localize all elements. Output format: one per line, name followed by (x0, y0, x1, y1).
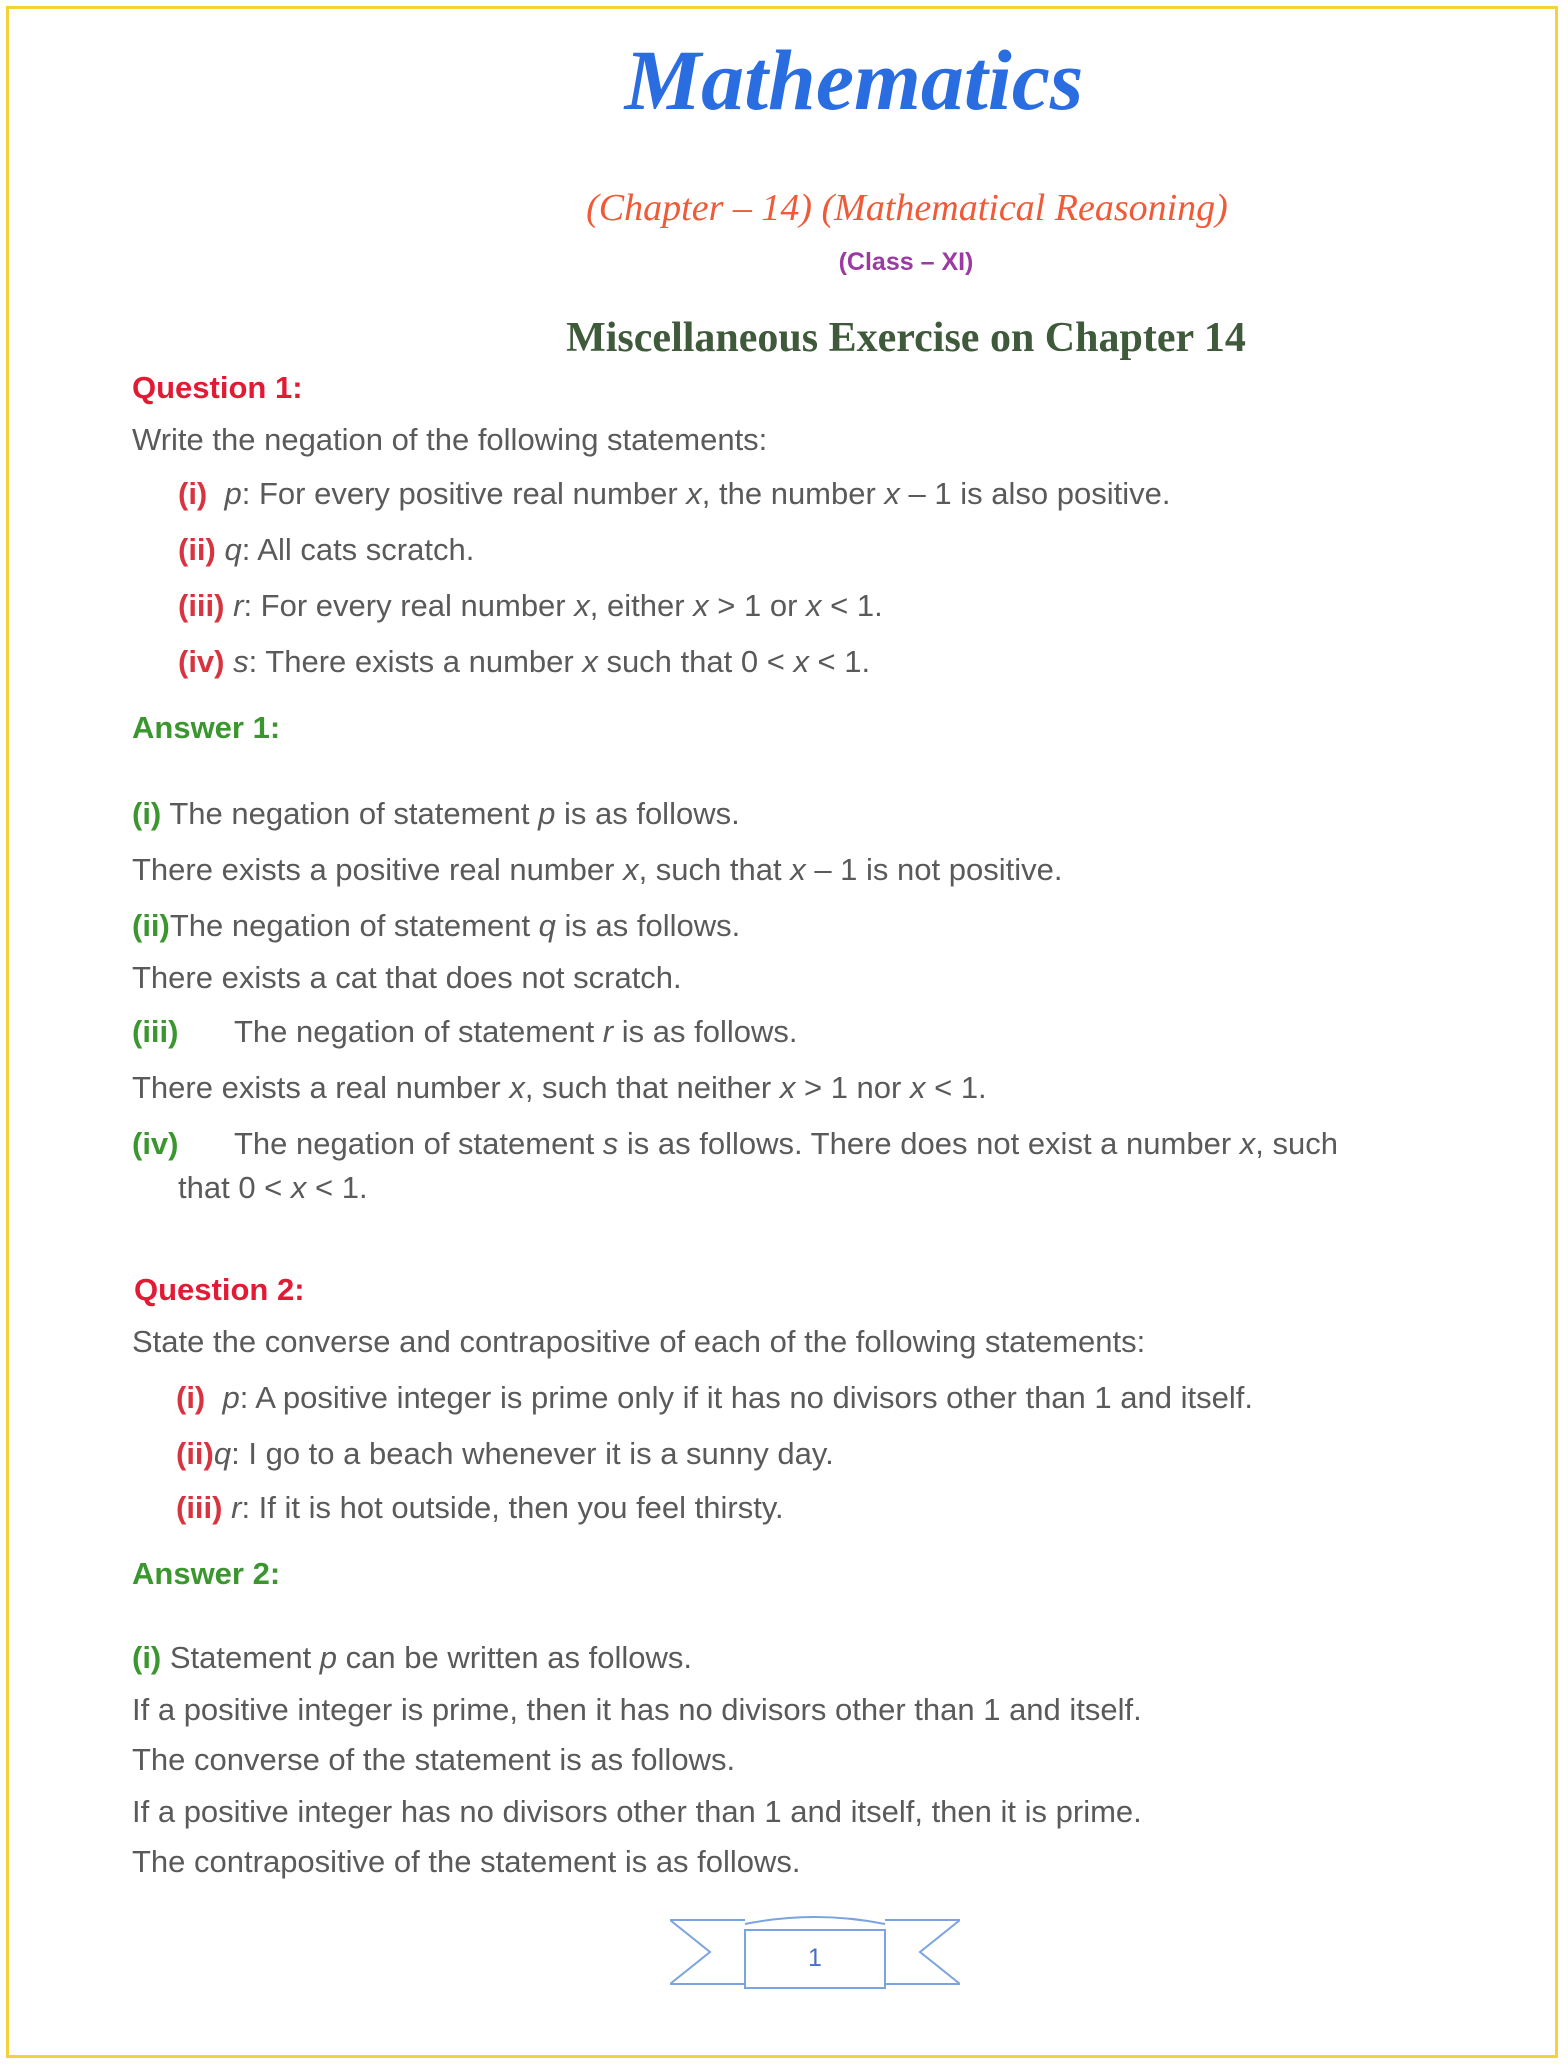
answer-1-i-line2 (132, 852, 1062, 888)
item-text: : There exists a number (248, 644, 583, 679)
item-label: (i) (132, 1640, 162, 1675)
chapter-heading: (Chapter – 14) (Mathematical Reasoning) (586, 187, 1228, 229)
item-text: , either (589, 588, 694, 623)
question-2-intro: State the converse and contrapositive of each of the following statements: (132, 1324, 1146, 1359)
item-text: < 1. (925, 1070, 987, 1105)
answer-1-iv (132, 1126, 179, 1162)
question-2-heading: Question 2: (134, 1272, 305, 1307)
page-title: Mathematics (624, 32, 1084, 128)
statement-var: r (231, 1490, 242, 1525)
answer-1-iii-text (234, 1014, 797, 1050)
question-2-item-ii (176, 1436, 834, 1472)
var-x: x (806, 588, 822, 623)
item-label: (iii) (132, 1014, 179, 1049)
item-text: , such that neither (524, 1070, 780, 1105)
item-text: : If it is hot outside, then you feel thirsty. (241, 1490, 784, 1525)
statement-var: r (233, 588, 244, 623)
item-text: The negation of statement (169, 908, 539, 943)
question-2-item-i (176, 1380, 1253, 1416)
item-label: (i) (132, 796, 162, 831)
item-label: (iii) (178, 588, 225, 623)
var-x: x (790, 852, 806, 887)
item-text: > 1 or (708, 588, 806, 623)
item-text: There exists a positive real number (132, 852, 624, 887)
item-text: can be written as follows. (337, 1640, 692, 1675)
page-number: 1 (808, 1944, 822, 1972)
item-text: < 1. (821, 588, 883, 623)
item-text: , such that (638, 852, 791, 887)
answer-2-heading: Answer 2: (132, 1556, 281, 1591)
item-text: The negation of statement (161, 796, 539, 831)
var-x: x (582, 644, 598, 679)
item-label: (i) (178, 476, 208, 511)
var-x: x (686, 476, 702, 511)
item-label: (ii) (176, 1436, 214, 1471)
statement-var: q (224, 532, 242, 567)
var-x: x (290, 1170, 307, 1205)
answer-2-line: If a positive integer is prime, then it has no divisors other than 1 and itself. (132, 1692, 1142, 1727)
item-text: : For every real number (243, 588, 575, 623)
item-label: (iii) (176, 1490, 223, 1525)
statement-var: p (224, 476, 242, 511)
var-x: x (909, 1070, 926, 1105)
item-text: > 1 nor (795, 1070, 910, 1105)
question-1-item-ii (178, 532, 474, 568)
item-label: (ii) (132, 908, 170, 943)
var-x: x (574, 588, 590, 623)
statement-var: p (222, 1380, 240, 1415)
exercise-heading: Miscellaneous Exercise on Chapter 14 (566, 315, 1246, 361)
item-text: – 1 is also positive. (899, 476, 1171, 511)
question-1-heading: Question 1: (132, 370, 303, 405)
item-label: (i) (176, 1380, 206, 1415)
var-x: x (884, 476, 900, 511)
var-x: x (693, 588, 709, 623)
item-text: < 1. (808, 644, 871, 679)
answer-1-heading: Answer 1: (132, 710, 281, 745)
answer-2-line: If a positive integer has no divisors other than 1 and itself, then it is prime. (132, 1794, 1142, 1829)
statement-var: p (319, 1640, 338, 1675)
statement-var: q (213, 1436, 232, 1471)
item-label: (ii) (178, 532, 216, 567)
var-x: x (509, 1070, 525, 1105)
item-label: (iv) (132, 1126, 179, 1161)
answer-1-iii (132, 1014, 179, 1050)
item-text: is as follows. (555, 796, 740, 831)
item-text: , the number (701, 476, 885, 511)
answer-1-i (132, 796, 740, 832)
item-text: < 1. (306, 1170, 368, 1205)
answer-1-ii (132, 908, 740, 944)
question-1-item-iii (178, 588, 883, 624)
item-text: : All cats scratch. (241, 532, 475, 567)
statement-var: s (602, 1126, 619, 1161)
item-text: that 0 < (178, 1170, 291, 1205)
answer-1-iv-line2 (178, 1170, 368, 1206)
item-text: : For every positive real number (241, 476, 687, 511)
item-text: There exists a real number (132, 1070, 510, 1105)
var-x: x (793, 644, 809, 679)
item-text: is as follows. There does not exist a number (618, 1126, 1240, 1161)
answer-2-line: The contrapositive of the statement is as follows. (132, 1844, 801, 1879)
answer-1-ii-line2: There exists a cat that does not scratch. (132, 960, 682, 995)
question-1-item-iv (178, 644, 870, 680)
item-label: (iv) (178, 644, 225, 679)
item-text: The negation of statement (234, 1014, 603, 1049)
item-text: is as follows. (613, 1014, 798, 1049)
statement-var: r (602, 1014, 614, 1049)
item-text: , such (1255, 1126, 1338, 1161)
class-label: (Class – XI) (838, 248, 974, 276)
answer-1-iii-line2 (132, 1070, 987, 1106)
item-text: The negation of statement (234, 1126, 603, 1161)
statement-var: q (538, 908, 556, 943)
item-text: – 1 is not positive. (805, 852, 1063, 887)
item-text: Statement (161, 1640, 320, 1675)
var-x: x (779, 1070, 796, 1105)
item-text: such that 0 < (597, 644, 794, 679)
answer-2-line: The converse of the statement is as follows. (132, 1742, 736, 1777)
question-1-item-i (178, 476, 1170, 512)
item-text: is as follows. (555, 908, 741, 943)
var-x: x (623, 852, 639, 887)
statement-var: s (233, 644, 249, 679)
question-1-intro: Write the negation of the following statements: (132, 422, 768, 457)
question-2-item-iii (176, 1490, 784, 1526)
statement-var: p (538, 796, 556, 831)
answer-2-i (132, 1640, 692, 1676)
item-text: : I go to a beach whenever it is a sunny day. (231, 1436, 834, 1471)
item-text: : A positive integer is prime only if it has no divisors other than 1 and itself. (239, 1380, 1253, 1415)
var-x: x (1239, 1126, 1256, 1161)
answer-1-iv-text (234, 1126, 1338, 1162)
